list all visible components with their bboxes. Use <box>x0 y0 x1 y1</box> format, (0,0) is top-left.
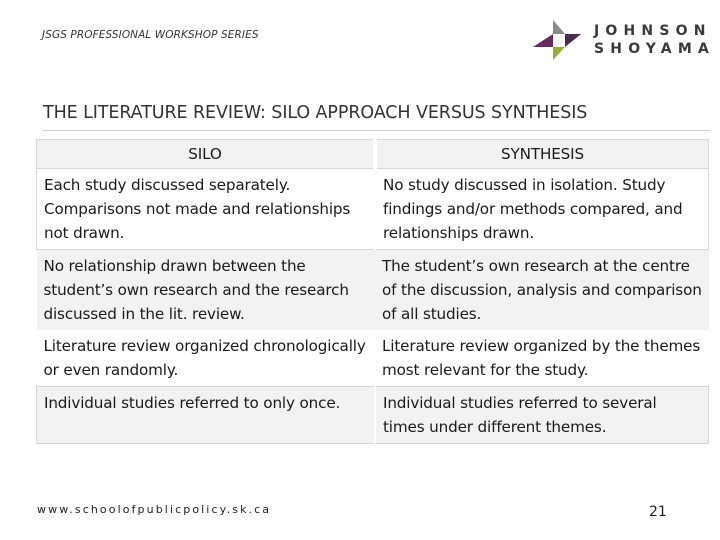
table-row <box>37 250 709 331</box>
comparison-table <box>36 139 709 444</box>
workshop-series-label: JSGS PROFESSIONAL WORKSHOP SERIES <box>42 29 259 41</box>
footer-website: www.schoolofpublicpolicy.sk.ca <box>37 503 272 516</box>
table-row <box>37 387 709 444</box>
silo-cell: Literature review organized chronologically or even randomly. <box>43 337 366 379</box>
header-silo: SILO <box>37 140 376 169</box>
silo-cell: Each study discussed separately. Comparisons not made and relationships not drawn. <box>37 169 376 250</box>
silo-cell: No relationship drawn between the student’s own research and the research discussed in the lit. review. <box>37 250 376 331</box>
johnson-shoyama-logo <box>533 20 716 64</box>
logo-arrows-icon <box>533 20 583 62</box>
logo-line-shoyama: SHOYAMA <box>594 41 716 57</box>
synthesis-cell: Individual studies referred to several times under different themes. <box>375 387 709 444</box>
table-row <box>37 330 709 387</box>
synthesis-cell: The student’s own research at the centre of the discussion, analysis and comparison of all studies. <box>375 250 709 331</box>
synthesis-cell: No study discussed in isolation. Study findings and/or methods compared, and relationships drawn. <box>375 169 709 250</box>
silo-cell: Individual studies referred to only once. <box>37 387 376 444</box>
synthesis-cell: Literature review organized by the themes most relevant for the study. <box>382 337 701 379</box>
table-row <box>37 169 709 250</box>
title-divider <box>43 130 710 131</box>
logo-line-johnson: JOHNSON <box>594 23 712 39</box>
page-number: 21 <box>649 504 667 520</box>
page-title: THE LITERATURE REVIEW: SILO APPROACH VERSUS SYNTHESIS <box>43 103 588 123</box>
header-synthesis: SYNTHESIS <box>375 140 709 169</box>
